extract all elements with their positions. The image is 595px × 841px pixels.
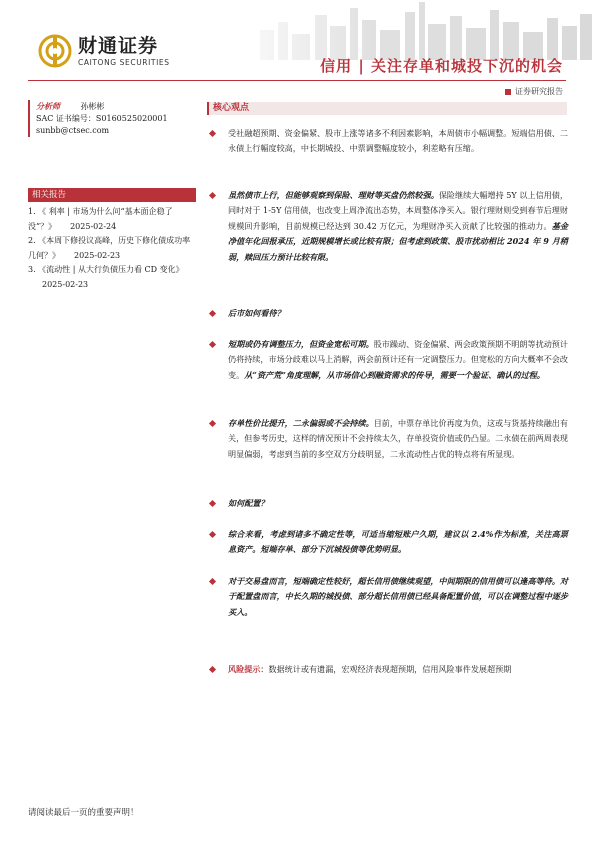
analyst-name: 孙彬彬 [80,102,105,111]
related-report-date: 2025-02-23 [74,250,121,260]
related-report-date: 2025-02-24 [70,221,117,231]
core-point-body: 目前，中票存单比价再度为负，这或与货基持续融出有关，但参考历史，这样的情况预计不会持续太久，存单投资价值或仍凸显。二永债在前两周表现明显偏弱，考虑到当前的多空双方分歧明显，二永流动性占优的特点将有所显现。 [228,418,568,459]
analyst-info [28,100,196,137]
core-point-emphasis: 从“资产荒”角度理解，从市场信心到融资需求的传导，需要一个验证、确认的过程。 [244,369,545,380]
related-reports-list [28,205,196,292]
core-point-body: 股市躁动、资金偏紧、两会政策预期不明朗等扰动预计仍将持续，市场分歧难以马上消解，两会前预计还有一定调整压力。但宽松的方向大概率不会改变。 [228,339,568,380]
square-bullet-icon [505,89,511,95]
related-report-item[interactable] [28,205,196,234]
diamond-bullet-icon [209,531,216,538]
core-point [210,416,568,462]
core-point [210,527,568,558]
diamond-bullet-icon [209,500,216,507]
core-point [210,126,568,157]
core-point-text: 受社融超预期、资金偏紧、股市上涨等诸多不利因素影响，本周债市小幅调整。短端信用债、二永债上行幅度较高，中长期城投、中票调整幅度较小，利差略有压缩。 [228,128,568,154]
core-point-text: 综合来看，考虑到诸多不确定性等，可适当缩短账户久期，建议以 2.4%作为标准，关注高票息资产。短端存单、部分下沉城投债等优势明显。 [228,529,568,555]
related-report-item[interactable] [28,263,196,292]
core-question [210,496,568,511]
core-point-emphasis: 基金净值年化回报承压，近期规模增长或比较有限；但考虑到政策、股市扰动相比 2024 年 9 月稍弱，赎回压力预计比较有限。 [228,220,568,262]
risk-warning-text [228,662,568,677]
diamond-bullet-icon [209,420,216,427]
core-point [210,188,568,265]
left-sidebar [28,100,196,292]
core-point-emphasis: 短期或仍有调整压力，但资金宽松可期。 [228,339,374,349]
diamond-bullet-icon [209,192,216,199]
report-type-label [505,86,563,97]
core-question [210,306,568,321]
report-title: 信用 | 关注存单和城投下沉的机会 [320,57,563,75]
company-logo [38,34,170,68]
diamond-bullet-icon [209,310,216,317]
analyst-email[interactable]: sunbb@ctsec.com [36,126,110,135]
core-point-text: 对于交易盘而言，短端确定性较好，超长信用债继续观望，中间期限的信用债可以逢高等待。对于配置盘而言，中长久期的城投债、部分超长信用债已经具备配置价值，可以在调整过程中逐步买入。 [228,576,568,617]
title-divider [28,80,566,81]
diamond-bullet-icon [209,341,216,348]
risk-warning [210,662,568,677]
core-views-heading: 核心观点 [207,102,567,115]
core-point-text [228,337,568,383]
diamond-bullet-icon [209,666,216,673]
related-report-title: 1. 《 利率 | 市场为什么问“基本面企稳了没”？》 [28,207,173,231]
logo-chinese-name: 财通证券 [78,34,159,57]
core-point [210,337,568,383]
core-point-emphasis: 虽然债市上行，但能够观察到保险、理财等买盘仍然较强。 [228,190,439,200]
analyst-role: 分析师 [36,101,60,111]
logo-english-name: CAITONG SECURITIES [78,57,170,67]
core-point [210,574,568,620]
related-report-title: 2. 《本周下修投议高峰，历史下修化债成功率几何？》 [28,236,191,260]
analyst-sac: SAC 证书编号：S0160525020001 [36,114,168,123]
core-point-text [228,188,568,265]
related-report-item[interactable] [28,234,196,263]
city-skyline-background [220,0,595,60]
risk-warning-label: 风险提示： [228,664,269,674]
core-question-text: 如何配置？ [228,498,269,508]
core-point-text [228,416,568,462]
core-point-body: 保险继续大幅增持 5Y 以上信用债，同时对于 1-5Y 信用债，也改变上周净流出态势，本周整体净买入。银行理财则受到春节后理财规模回升影响，目前规模已经达到 30.42 万亿元，为理财净买入贡献了比较强的推动力。 [228,190,568,231]
related-report-title: 3. 《流动性 | 从大行负债压力看 CD 变化》 [28,265,184,274]
report-type-text: 证券研究报告 [515,87,563,96]
core-question-text: 后市如何看待？ [228,308,285,318]
related-report-date: 2025-02-23 [42,279,89,289]
core-point-emphasis: 存单性价比提升，二永偏弱或不会持续。 [228,418,374,428]
risk-warning-body: 数据统计或有遗漏，宏观经济表现超预期，信用风险事件发展超预期 [268,664,512,674]
related-reports-heading: 相关报告 [28,188,196,202]
caitong-logo-icon [38,34,72,68]
footer-disclaimer-note: 请阅读最后一页的重要声明！ [28,808,139,818]
diamond-bullet-icon [209,130,216,137]
report-header [0,0,595,84]
diamond-bullet-icon [209,578,216,585]
